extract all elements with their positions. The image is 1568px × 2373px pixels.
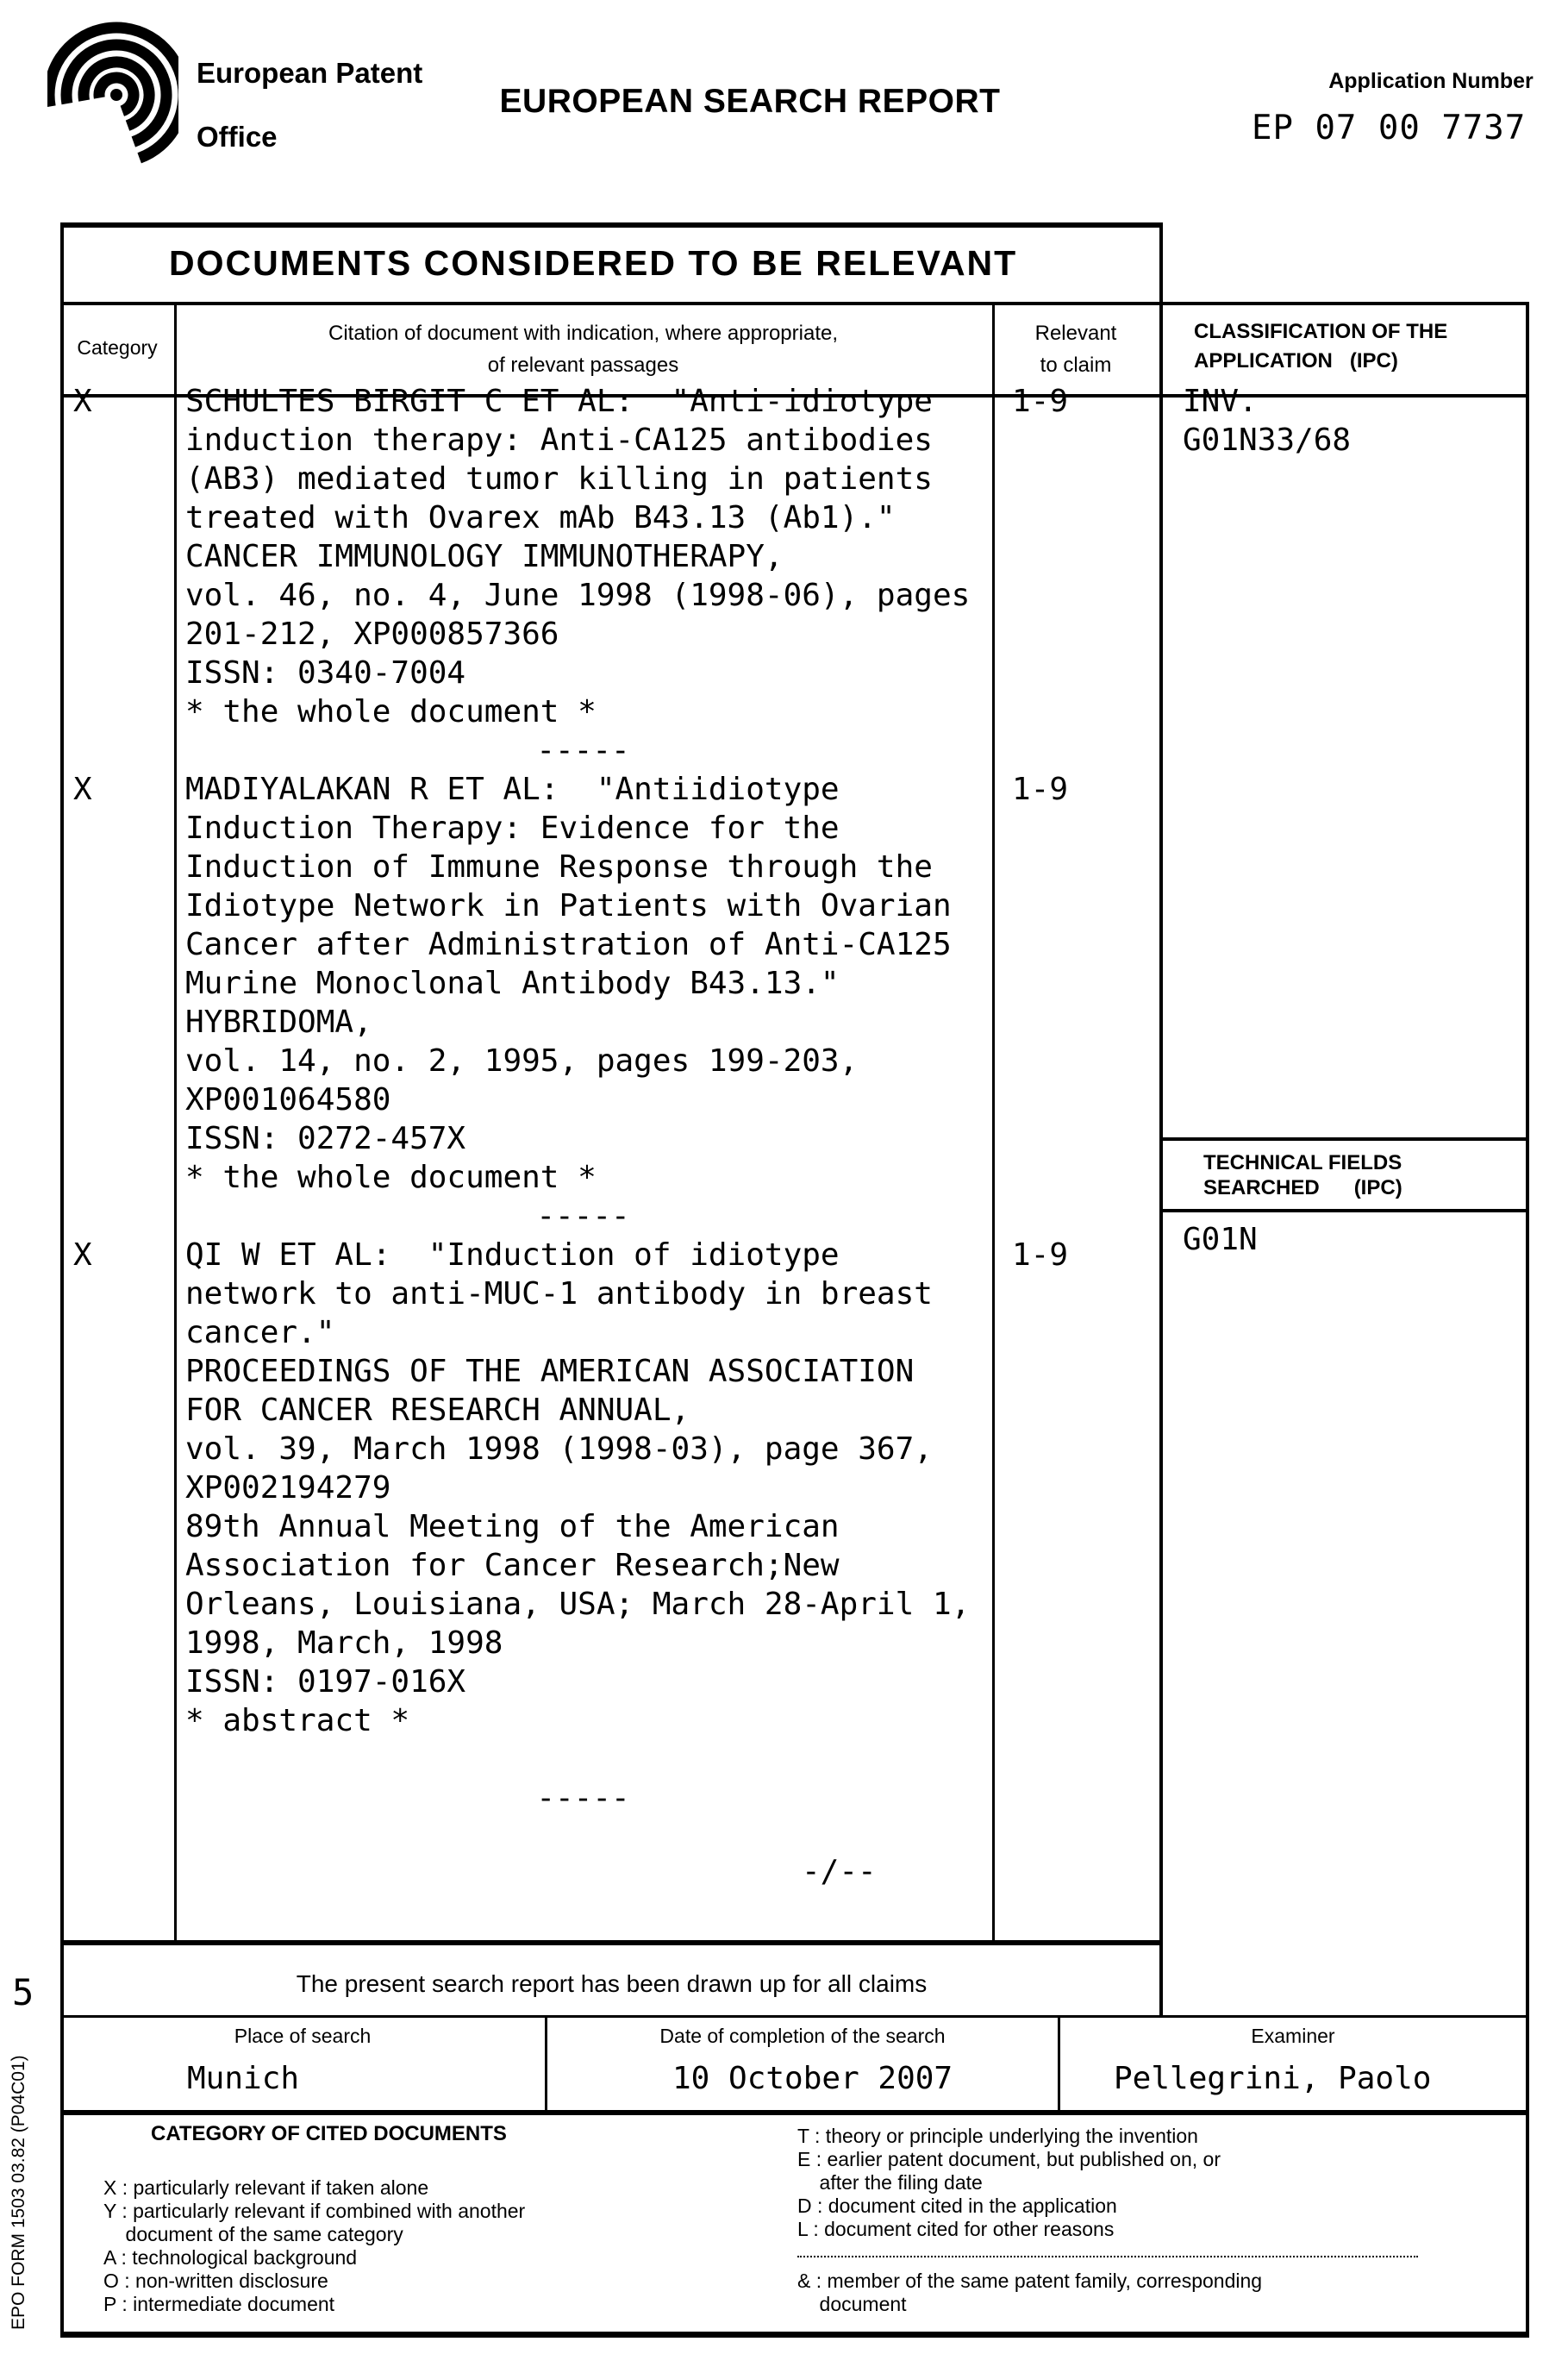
row3-category: X [73,1237,92,1273]
classification-box-top-line [1159,302,1529,305]
row2-category: X [73,772,92,807]
footer-bottom-line [60,2110,1529,2115]
technical-fields-label: TECHNICAL FIELDS SEARCHED (IPC) [1203,1151,1402,1199]
row3-citation: QI W ET AL: "Induction of idiotype network to anti-MUC-1 antibody in breast cancer." PROCEEDINGS OF THE AMERICAN ASSOCIATION FOR CANCER RESEARCH ANNUAL, vol. 39, March 1998 (1998-03), page 367, XP002194279 89th Annual Meeting of the American Association for Cancer Research;New Orleans, Louisiana, USA; March 28-April 1, 1998, March, 1998 ISSN: 0197-016X * abstract * [185,1237,971,1738]
column-header-citation: Citation of document with indication, where appropriate, of relevant passages [328,322,838,377]
footer-top-line [60,2015,1529,2018]
date-of-completion-label: Date of completion of the search [659,2025,946,2047]
legend-dotted-divider [797,2256,1418,2257]
table-border-top [60,222,1163,228]
legend-left-items: X : particularly relevant if taken alone Y : particularly relevant if combined with another document of the same category A : technological background O : non-written disclosure P : intermediate document [103,2176,526,2315]
sheet-number: 5 [12,1971,34,2013]
drawn-up-note: The present search report has been drawn up for all claims [296,1970,928,1997]
page-bottom-border [60,2332,1529,2338]
application-number: EP 07 00 7737 [1252,109,1527,147]
classification-ipc-codes: INV. G01N33/68 [1183,384,1352,458]
row2-relevant-claims: 1-9 [1012,772,1069,807]
legend-family-items: & : member of the same patent family, corresponding document [797,2270,1263,2315]
page-title: EUROPEAN SEARCH REPORT [499,83,1001,120]
row1-separator: ----- [536,733,630,768]
application-number-label: Application Number [1328,69,1534,93]
table-border-left [60,222,64,2338]
legend-title: CATEGORY OF CITED DOCUMENTS [151,2122,507,2145]
column-header-relevant: Relevant to claim [1034,322,1117,377]
title-row-bottom-line [60,302,1163,305]
continuation-mark: -/-- [802,1854,877,1889]
row2-separator: ----- [536,1199,630,1234]
examiner-value: Pellegrini, Paolo [1114,2061,1432,2096]
table-title: DOCUMENTS CONSIDERED TO BE RELEVANT [169,243,1018,283]
legend-right-items: T : theory or principle underlying the invention E : earlier patent document, but published on, or after the filing date D : document cited in the application L : document cited for other reasons [797,2125,1221,2240]
org-name-line1: European Patent [197,57,423,89]
relevant-column-divider [992,305,995,1940]
technical-fields-bottom-line [1159,1209,1529,1212]
row2-citation: MADIYALAKAN R ET AL: "Antiidiotype Induction Therapy: Evidence for the Induction of Immune Response through the Idiotype Network in Patients with Ovarian Cancer after Administration of Anti-CA125 Murine Monoclonal Antibody B43.13." HYBRIDOMA, vol. 14, no. 2, 1995, pages 199-203, XP001064580 ISSN: 0272-457X * the whole document * [185,772,952,1195]
technical-fields-value: G01N [1183,1222,1258,1257]
row1-category: X [73,384,92,419]
row3-relevant-claims: 1-9 [1012,1237,1069,1273]
place-of-search-label: Place of search [234,2025,372,2047]
category-column-divider [174,305,177,1940]
examiner-label: Examiner [1251,2025,1335,2047]
date-of-completion-value: 10 October 2007 [672,2061,953,2096]
body-bottom-line [60,1940,1163,1945]
org-name-line2: Office [197,121,278,153]
form-code-vertical: EPO FORM 1503 03.82 (P04C01) [9,2055,28,2330]
row3-separator: ----- [536,1781,630,1816]
row1-relevant-claims: 1-9 [1012,384,1069,419]
row1-citation: SCHULTES BIRGIT C ET AL: "Anti-idiotype induction therapy: Anti-CA125 antibodies (AB3) mediated tumor killing in patients treated with Ovarex mAb B43.13 (Ab1)." CANCER IMMUNOLOGY IMMUNOTHERAPY, vol. 46, no. 4, June 1998 (1998-06), pages 201-212, XP000857366 ISSN: 0340-7004 * the whole document * [185,384,971,729]
technical-fields-top-line [1159,1137,1529,1141]
epo-logo-icon [47,12,178,176]
classification-column-divider [1159,222,1163,2015]
column-header-classification: CLASSIFICATION OF THE APPLICATION (IPC) [1194,320,1448,373]
table-border-right [1526,302,1529,2338]
column-header-category: Category [77,336,158,359]
place-of-search-value: Munich [187,2061,300,2096]
